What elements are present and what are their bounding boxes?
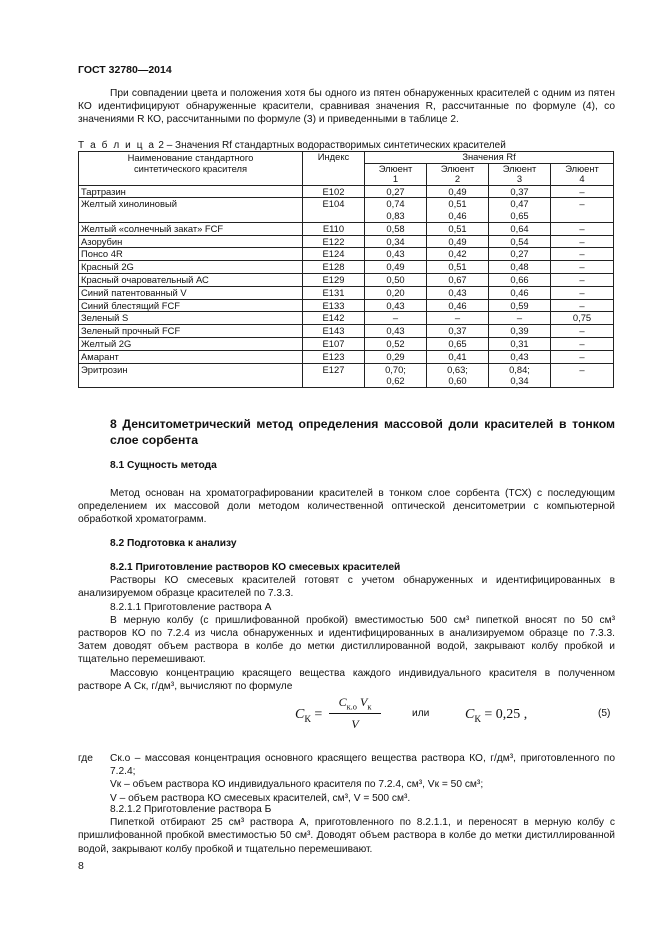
cell-eluent-3: 0,47 0,65: [489, 198, 551, 223]
table-caption-prefix: Т а б л и ц а: [78, 140, 156, 151]
cell-eluent-3: 0,54: [489, 235, 551, 248]
cell-eluent-2: 0,41: [427, 350, 489, 363]
cell-eluent-3: 0,31: [489, 338, 551, 351]
fraction-bar: [329, 713, 381, 714]
table-row: [79, 185, 614, 198]
table-row: [79, 235, 614, 248]
cell-index: E129: [303, 274, 365, 287]
table-row: [79, 198, 614, 223]
cell-eluent-2: 0,51: [427, 261, 489, 274]
col-header-name: Наименование стандартного синтетического красителя: [79, 152, 303, 186]
cell-eluent-2: 0,49: [427, 185, 489, 198]
table-row: [79, 299, 614, 312]
intro-text: При совпадении цвета и положения хотя бы одного из пятен обнаруженных красителей с одним из пятен КО идентифицируют обнаруженные красители, сравнивая значения R, рассчитанные по формуле (4), со значениями R КО, рассчитанными по формуле (3) и приведенными в таблице 2.: [78, 88, 615, 126]
section-8-2-1-2-text: Пипеткой отбирают 25 см³ раствора А, приготовленного по 8.2.1.1, и переносят в мерную колбу с пришлифованной пробкой вместимостью 50 см³. Доводят объем раствора в колбе до метки дистиллированной водой, закрывают колбу пробкой и тщательно перемешивают.: [78, 817, 615, 855]
cell-index: E142: [303, 312, 365, 325]
cell-eluent-4: –: [551, 299, 614, 312]
cell-eluent-4: –: [551, 286, 614, 299]
cell-eluent-3: 0,43: [489, 350, 551, 363]
section-8-2-1-body: [78, 561, 615, 693]
formula-or: или: [412, 708, 430, 719]
cell-eluent-4: –: [551, 350, 614, 363]
cell-eluent-1: 0,49: [365, 261, 427, 274]
cell-eluent-2: 0,46: [427, 299, 489, 312]
cell-name: Желтый «солнечный закат» FCF: [79, 222, 303, 235]
where-item: Vк – объем раствора КО индивидуального красителя по 7.2.4, см³, Vк = 50 см³;: [110, 779, 484, 791]
document-header: ГОСТ 32780—2014: [78, 64, 172, 76]
table-caption: [78, 140, 506, 151]
section-8-2-1-1-title: 8.2.1.1 Приготовление раствора А: [110, 601, 272, 613]
cell-index: E133: [303, 299, 365, 312]
formula-5: [295, 693, 615, 739]
col-header-values: Значения Rf: [365, 152, 614, 164]
cell-eluent-4: –: [551, 185, 614, 198]
cell-name: Понсо 4R: [79, 248, 303, 261]
cell-eluent-1: 0,43: [365, 299, 427, 312]
cell-eluent-4: 0,75: [551, 312, 614, 325]
cell-eluent-4: –: [551, 248, 614, 261]
cell-eluent-2: 0,51 0,46: [427, 198, 489, 223]
page-number: 8: [78, 860, 84, 872]
cell-eluent-1: 0,20: [365, 286, 427, 299]
cell-name: Синий блестящий FCF: [79, 299, 303, 312]
cell-eluent-2: 0,63; 0,60: [427, 363, 489, 388]
cell-eluent-3: –: [489, 312, 551, 325]
cell-eluent-4: –: [551, 325, 614, 338]
cell-eluent-1: –: [365, 312, 427, 325]
cell-eluent-4: –: [551, 338, 614, 351]
cell-eluent-1: 0,43: [365, 248, 427, 261]
where-item: V – объем раствора КО смесевых красителей, см³, V = 500 см³.: [110, 792, 411, 804]
formula-denominator: V: [351, 717, 359, 731]
col-header-eluent-3: Элюент 3: [489, 163, 551, 185]
table-row: [79, 286, 614, 299]
table-row: [79, 338, 614, 351]
cell-eluent-4: –: [551, 235, 614, 248]
cell-eluent-4: –: [551, 222, 614, 235]
rf-values-table: [78, 151, 614, 388]
cell-name: Эритрозин: [79, 363, 303, 388]
section-8-1-text: Метод основан на хроматографировании красителей в тонком слое сорбента (ТСХ) с последующим определением их массовой доли методом количественной оптической денситометрии с компьютерной обработкой хроматограмм.: [78, 488, 615, 526]
cell-index: E143: [303, 325, 365, 338]
cell-eluent-4: –: [551, 274, 614, 287]
cell-eluent-2: –: [427, 312, 489, 325]
cell-eluent-3: 0,66: [489, 274, 551, 287]
section-8-1-title: 8.1 Сущность метода: [110, 460, 217, 471]
cell-index: E104: [303, 198, 365, 223]
cell-eluent-3: 0,48: [489, 261, 551, 274]
cell-eluent-1: 0,34: [365, 235, 427, 248]
cell-eluent-3: 0,84; 0,34: [489, 363, 551, 388]
section-8-2-1-text: Растворы КО смесевых красителей готовят с учетом обнаруженных и идентифицированных в анализируемом образце красителей по 7.3.3.: [78, 575, 615, 600]
cell-eluent-3: 0,39: [489, 325, 551, 338]
cell-eluent-4: –: [551, 261, 614, 274]
cell-eluent-1: 0,70; 0,62: [365, 363, 427, 388]
intro-paragraph: [78, 87, 615, 127]
section-8-1-body: [78, 487, 615, 527]
table-row: [79, 222, 614, 235]
cell-eluent-3: 0,59: [489, 299, 551, 312]
cell-eluent-2: 0,42: [427, 248, 489, 261]
cell-eluent-3: 0,64: [489, 222, 551, 235]
section-8-2-1-2-body: [78, 803, 615, 856]
section-8-2-1-1-formula-intro: Массовую концентрацию красящего вещества каждого индивидуального красителя в полученном растворе А Cк, г/дм³, вычисляют по формуле: [78, 667, 615, 692]
cell-name: Красный очаровательный АС: [79, 274, 303, 287]
col-header-index: Индекс: [303, 152, 365, 186]
cell-index: E128: [303, 261, 365, 274]
cell-eluent-2: 0,67: [427, 274, 489, 287]
cell-index: E110: [303, 222, 365, 235]
cell-index: E127: [303, 363, 365, 388]
table-row: [79, 350, 614, 363]
cell-index: E123: [303, 350, 365, 363]
cell-eluent-2: 0,43: [427, 286, 489, 299]
cell-name: Амарант: [79, 350, 303, 363]
cell-index: E107: [303, 338, 365, 351]
cell-eluent-1: 0,58: [365, 222, 427, 235]
cell-index: E124: [303, 248, 365, 261]
cell-eluent-2: 0,37: [427, 325, 489, 338]
cell-eluent-1: 0,74 0,83: [365, 198, 427, 223]
cell-eluent-1: 0,50: [365, 274, 427, 287]
cell-eluent-3: 0,27: [489, 248, 551, 261]
cell-eluent-3: 0,46: [489, 286, 551, 299]
table-row: [79, 274, 614, 287]
cell-index: E131: [303, 286, 365, 299]
section-8-2-1-title: 8.2.1 Приготовление растворов КО смесевых красителей: [110, 562, 401, 573]
cell-name: Зеленый S: [79, 312, 303, 325]
cell-eluent-1: 0,43: [365, 325, 427, 338]
cell-eluent-2: 0,65: [427, 338, 489, 351]
table-row: [79, 325, 614, 338]
table-row: [79, 363, 614, 388]
formula-rhs: $C_К = 0,25$ ,: [465, 707, 528, 725]
cell-index: E102: [303, 185, 365, 198]
cell-index: E122: [303, 235, 365, 248]
cell-name: Тартразин: [79, 185, 303, 198]
cell-eluent-4: –: [551, 198, 614, 223]
where-items: [110, 752, 615, 805]
section-8-2-1-2-title: 8.2.1.2 Приготовление раствора Б: [110, 804, 272, 815]
cell-name: Красный 2G: [79, 261, 303, 274]
cell-eluent-4: –: [551, 363, 614, 388]
table-caption-text: 2 – Значения Rf стандартных водорастворимых синтетических красителей: [158, 140, 506, 151]
cell-name: Желтый 2G: [79, 338, 303, 351]
table-row: [79, 312, 614, 325]
cell-name: Зеленый прочный FCF: [79, 325, 303, 338]
cell-eluent-2: 0,49: [427, 235, 489, 248]
table-row: [79, 261, 614, 274]
where-item: Cк.о – массовая концентрация основного красящего вещества раствора КО, г/дм³, приготовленного по 7.2.4;: [110, 753, 615, 778]
where-block: [78, 752, 615, 805]
where-label: где: [78, 753, 93, 764]
table-row: [79, 248, 614, 261]
cell-eluent-2: 0,51: [427, 222, 489, 235]
section-8-2-title: 8.2 Подготовка к анализу: [110, 538, 237, 549]
cell-eluent-1: 0,29: [365, 350, 427, 363]
cell-name: Азорубин: [79, 235, 303, 248]
col-header-eluent-4: Элюент 4: [551, 163, 614, 185]
cell-name: Синий патентованный V: [79, 286, 303, 299]
cell-eluent-3: 0,37: [489, 185, 551, 198]
cell-name: Желтый хинолиновый: [79, 198, 303, 223]
formula-numerator: $C_{к.о}$ $V_к$: [338, 695, 372, 712]
section-8-title: 8 Денситометрический метод определения массовой доли красителей в тонком слое сорбента: [110, 417, 615, 447]
col-header-eluent-2: Элюент 2: [427, 163, 489, 185]
formula-lhs: $C_К$ =: [295, 707, 323, 725]
col-header-eluent-1: Элюент 1: [365, 163, 427, 185]
formula-number: (5): [598, 708, 611, 719]
cell-eluent-1: 0,52: [365, 338, 427, 351]
cell-eluent-1: 0,27: [365, 185, 427, 198]
section-8-2-1-1-text: В мерную колбу (с пришлифованной пробкой) вместимостью 500 см³ пипеткой вносят по 50 см³ растворов КО по 7.2.4 из числа обнаруженных и идентифицированных в анализируемом образце по 7.3.3. Затем доводят объем раствора в колбе до метки дистиллированной водой, закрывают колбу пробкой и тщательно перемешивают.: [78, 614, 615, 666]
